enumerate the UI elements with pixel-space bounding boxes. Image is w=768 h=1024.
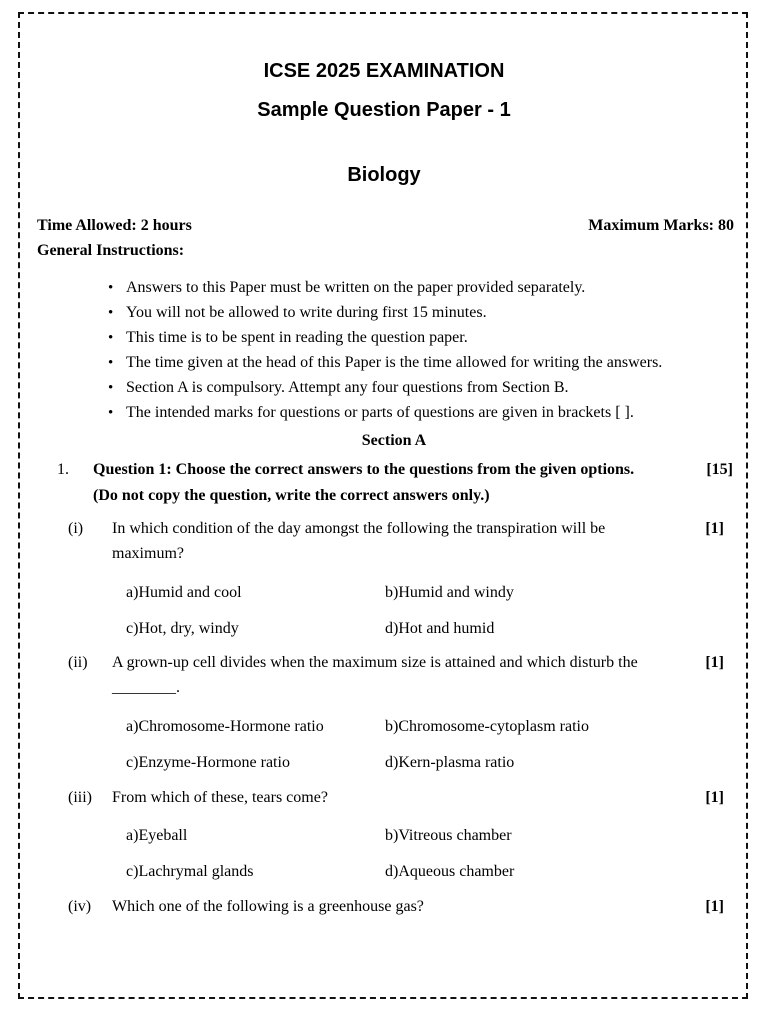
bullet-icon: • bbox=[108, 305, 114, 321]
option bbox=[385, 718, 589, 736]
section-heading: Section A bbox=[361, 432, 427, 449]
item-question-cont: ________. bbox=[112, 679, 180, 696]
item-question-cont: maximum? bbox=[112, 545, 184, 562]
item-question: Which one of the following is a greenhouse gas? bbox=[112, 898, 424, 915]
question-number: 1. bbox=[57, 461, 69, 478]
option bbox=[126, 827, 187, 845]
maximum-marks: Maximum Marks: 80 bbox=[588, 217, 734, 234]
item-question: In which condition of the day amongst the following the transpiration will be bbox=[112, 520, 606, 537]
instruction-item: The intended marks for questions or parts of questions are given in brackets [ ]. bbox=[126, 404, 634, 421]
option-label: b) bbox=[385, 827, 399, 844]
instruction-item: You will not be allowed to write during first 15 minutes. bbox=[126, 304, 487, 321]
option-text: Lachrymal glands bbox=[138, 863, 254, 880]
option bbox=[126, 754, 290, 772]
bullet-icon: • bbox=[108, 380, 114, 396]
item-question: From which of these, tears come? bbox=[112, 789, 328, 806]
question-1-note: (Do not copy the question, write the correct answers only.) bbox=[93, 487, 490, 504]
item-number: (i) bbox=[68, 520, 84, 537]
option-text: Eyeball bbox=[138, 827, 188, 844]
item-number: (iii) bbox=[68, 789, 92, 806]
subject-title: Biology bbox=[347, 164, 421, 186]
item-marks: [1] bbox=[705, 898, 724, 915]
item-marks: [1] bbox=[705, 520, 724, 537]
option-label: c) bbox=[126, 620, 139, 637]
option-text: Kern-plasma ratio bbox=[398, 754, 515, 771]
option bbox=[126, 863, 254, 881]
option bbox=[385, 584, 514, 602]
item-question: A grown-up cell divides when the maximum size is attained and which disturb the bbox=[112, 654, 638, 671]
item-marks: [1] bbox=[705, 654, 724, 671]
option bbox=[126, 584, 242, 602]
option-label: a) bbox=[126, 827, 139, 844]
option bbox=[385, 754, 514, 772]
instruction-item: Section A is compulsory. Attempt any four questions from Section B. bbox=[126, 379, 569, 396]
option bbox=[385, 620, 494, 638]
exam-title: ICSE 2025 EXAMINATION bbox=[263, 60, 505, 82]
page-border bbox=[18, 12, 748, 999]
item-number: (ii) bbox=[68, 654, 88, 671]
option bbox=[385, 827, 512, 845]
question-1-marks: [15] bbox=[706, 461, 733, 478]
option-label: c) bbox=[126, 754, 139, 771]
option-text: Vitreous chamber bbox=[398, 827, 512, 844]
option bbox=[126, 718, 324, 736]
option-text: Chromosome-Hormone ratio bbox=[138, 718, 324, 735]
bullet-icon: • bbox=[108, 405, 114, 421]
instruction-item: This time is to be spent in reading the question paper. bbox=[126, 329, 468, 346]
option-label: c) bbox=[126, 863, 139, 880]
bullet-icon: • bbox=[108, 280, 114, 296]
item-number: (iv) bbox=[68, 898, 92, 915]
option-text: Chromosome-cytoplasm ratio bbox=[398, 718, 589, 735]
general-instructions-heading: General Instructions: bbox=[37, 242, 185, 259]
option-label: b) bbox=[385, 718, 399, 735]
bullet-icon: • bbox=[108, 330, 114, 346]
option-text: Hot and humid bbox=[398, 620, 495, 637]
option-label: a) bbox=[126, 584, 139, 601]
time-allowed: Time Allowed: 2 hours bbox=[37, 217, 192, 234]
option-text: Hot, dry, windy bbox=[138, 620, 239, 637]
option-label: a) bbox=[126, 718, 139, 735]
instruction-item: The time given at the head of this Paper is the time allowed for writing the answers. bbox=[126, 354, 663, 371]
option-text: Aqueous chamber bbox=[398, 863, 515, 880]
option-text: Enzyme-Hormone ratio bbox=[138, 754, 290, 771]
option bbox=[385, 863, 514, 881]
option-text: Humid and cool bbox=[138, 584, 242, 601]
paper-title: Sample Question Paper - 1 bbox=[257, 99, 511, 121]
bullet-icon: • bbox=[108, 355, 114, 371]
option bbox=[126, 620, 239, 638]
question-1-text: Question 1: Choose the correct answers to the questions from the given options. bbox=[93, 461, 635, 478]
option-label: d) bbox=[385, 754, 399, 771]
option-label: b) bbox=[385, 584, 399, 601]
option-text: Humid and windy bbox=[398, 584, 514, 601]
instruction-item: Answers to this Paper must be written on the paper provided separately. bbox=[126, 279, 586, 296]
option-label: d) bbox=[385, 863, 399, 880]
option-label: d) bbox=[385, 620, 399, 637]
item-marks: [1] bbox=[705, 789, 724, 806]
